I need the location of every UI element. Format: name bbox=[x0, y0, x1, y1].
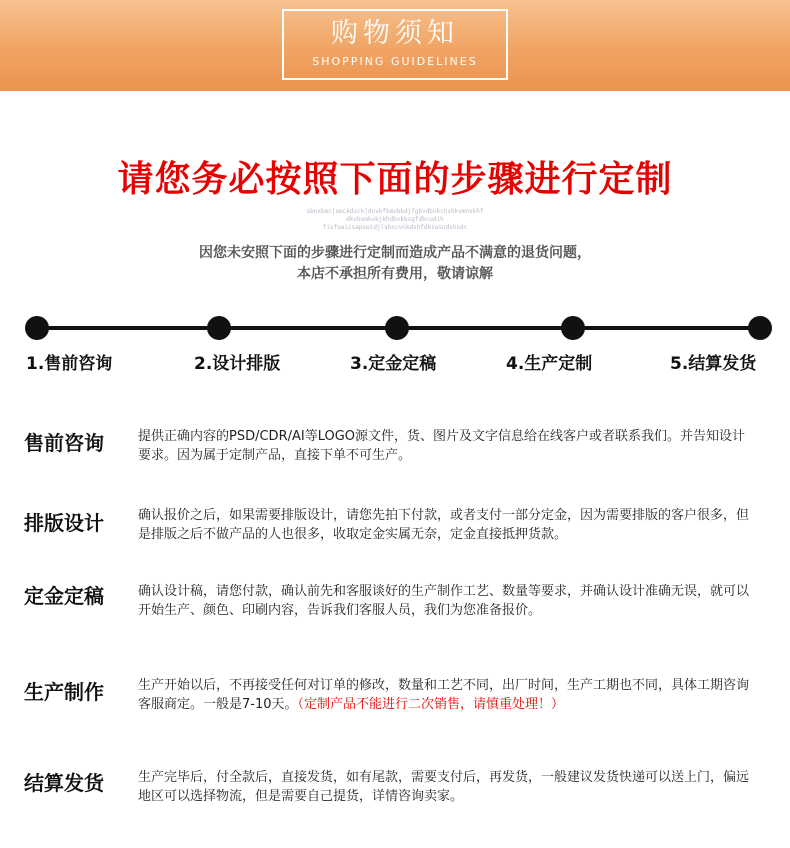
header-banner bbox=[0, 0, 790, 91]
section-body-consult: 提供正确内容的PSD/CDR/AI等LOGO源文件，货、图片及文字信息给在线客户或者联系我们。并告知设计要求。因为属于定制产品，直接下单不可生产。 bbox=[138, 429, 746, 463]
header-title: 购物须知 bbox=[331, 18, 459, 49]
timeline-dot-5 bbox=[748, 316, 772, 340]
section-heading-design: 排版设计 bbox=[24, 511, 104, 535]
section-heading-consult: 售前咨询 bbox=[24, 431, 104, 455]
main-title: 请您务必按照下面的步骤进行定制 bbox=[117, 159, 673, 200]
section-body-production bbox=[138, 676, 750, 714]
step-label-5: 5.结算发货 bbox=[670, 354, 757, 374]
section-heading-shipping: 结算发货 bbox=[24, 771, 104, 795]
section-body-shipping: 生产完毕后，付全款后，直接发货，如有尾款，需要支付后，再发货，一般建议发货快递可以送上门，偏远地区可以选择物流，但是需要自己提货，详情咨询卖家。 bbox=[138, 770, 750, 804]
step-label-1: 1.售前咨询 bbox=[26, 354, 113, 374]
step-label-2: 2.设计排版 bbox=[194, 354, 281, 374]
production-warning: （定制产品不能进行二次销售，请慎重处理！） bbox=[297, 697, 565, 712]
tiny-text-line: fiufuaicsapswidjlshncvnkdshfdkswsndshsdc bbox=[322, 224, 468, 231]
notice-line-2: 本店不承担所有费用，敬请谅解 bbox=[297, 266, 493, 282]
notice-text bbox=[0, 243, 790, 285]
header-title-box bbox=[282, 9, 508, 80]
production-text: 生产开始以后，不再接受任何对订单的修改，数量和工艺不同，出厂时间，生产工期也不同，具体工期咨询客服商定。一般是7-10天。 bbox=[138, 678, 750, 712]
tiny-text-block bbox=[0, 208, 790, 232]
step-label-3: 3.定金定稿 bbox=[350, 354, 437, 374]
timeline-dot-4 bbox=[561, 316, 585, 340]
timeline-dot-1 bbox=[25, 316, 49, 340]
section-heading-deposit: 定金定稿 bbox=[24, 584, 104, 608]
timeline-dot-3 bbox=[385, 316, 409, 340]
tiny-text-line: dkvbsmkvbjkhdbvkbsgfdhcudih bbox=[346, 216, 444, 223]
section-body-deposit: 确认设计稿，请您付款，确认前先和客服谈好的生产制作工艺、数量等要求，并确认设计准确无误，就可以开始生产、颜色、印刷内容，告诉我们客服人员，我们为您准备报价。 bbox=[138, 584, 750, 618]
section-heading-production: 生产制作 bbox=[24, 680, 104, 704]
step-label-4: 4.生产定制 bbox=[506, 354, 593, 374]
section-body-design: 确认报价之后，如果需要排版设计，请您先拍下付款，或者支付一部分定金，因为需要排版的客户很多，但是排版之后不做产品的人也很多，收取定金实属无奈，定金直接抵押货款。 bbox=[138, 508, 750, 542]
notice-line-1: 因您未安照下面的步骤进行定制而造成产品不满意的退货问题， bbox=[199, 245, 591, 261]
tiny-text-line: sbnxbmc|smckdsck|dnvkfkmvbkdjfgbvdbvkchsbkvmnvkhf bbox=[306, 208, 484, 215]
header-subtitle: SHOPPING GUIDELINES bbox=[312, 55, 478, 68]
timeline-dot-2 bbox=[207, 316, 231, 340]
